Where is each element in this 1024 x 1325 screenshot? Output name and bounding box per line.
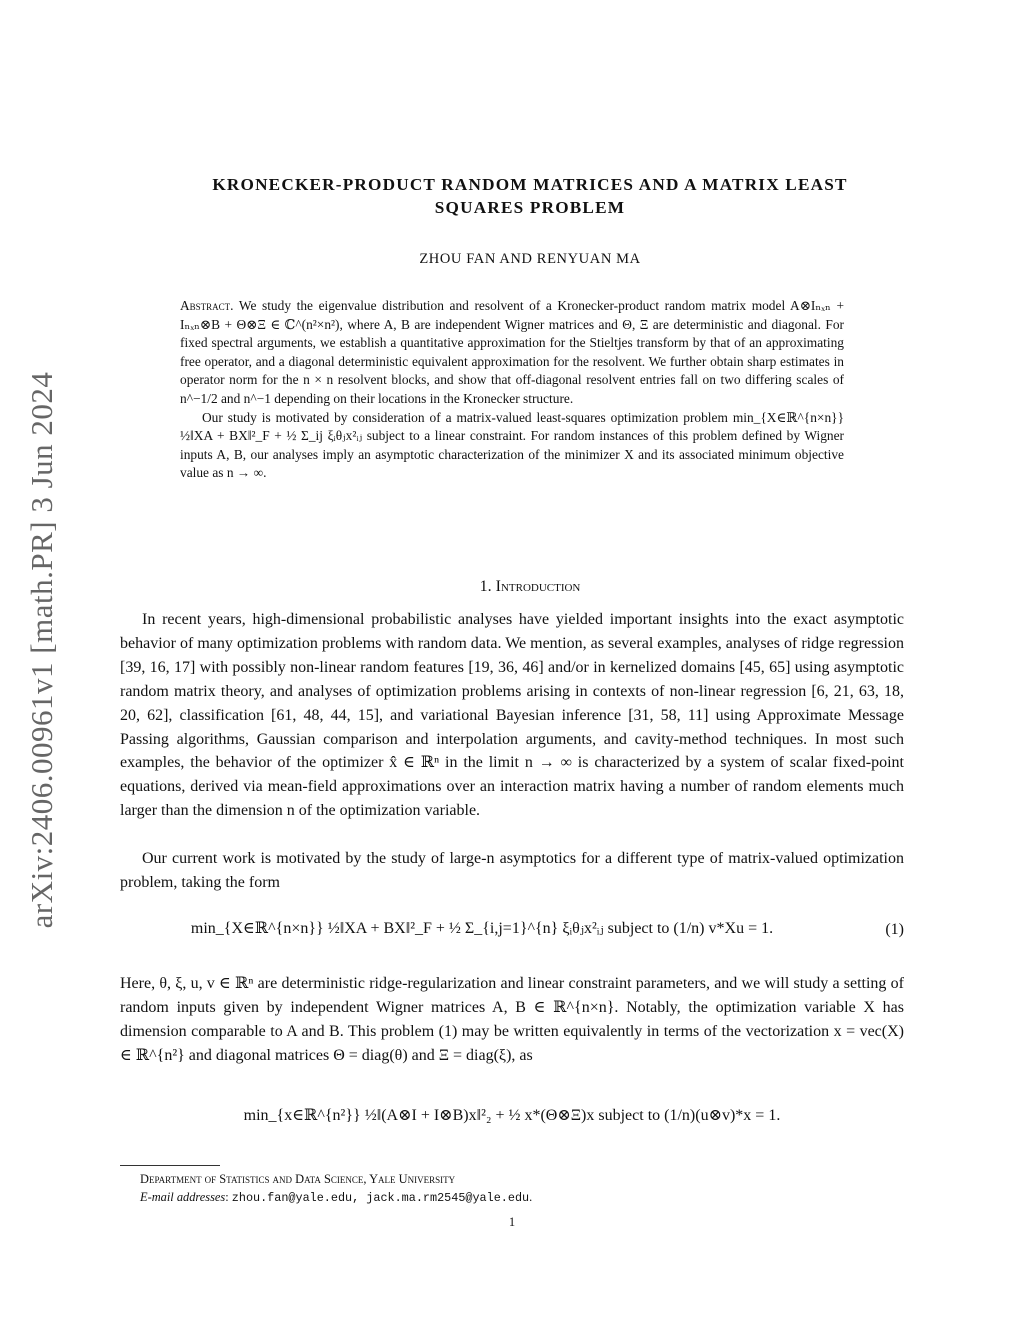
email-label: E-mail addresses [140,1190,226,1204]
intro-paragraph-1: In recent years, high-dimensional probabilistic analyses have yielded important insights into the exact asymptotic behavior of many optimization problems with random data. We mention, as several examples, analyses of ridge regression [39, 16, 17] with possibly non-linear random features [19, 36, 46] and/or in kernelized domains [45, 65] using asymptotic random matrix theory, and analyses of optimization problems arising in contexts of non-linear regression [6, 21, 63, 18, 20, 62], classification [61, 48, 44, 15], and variational Bayesian inference [31, 58, 11] using Approximate Message Passing algorithms, Gaussian comparison and interpolation arguments, and cavity-method techniques. In most such examples, the behavior of the optimizer x̂ ∈ ℝⁿ in the limit n → ∞ is characterized by a system of scalar fixed-point equations, derived via mean-field approximations over an interaction matrix having a number of random elements much larger than the dimension n of the optimization variable. [120,611,904,820]
email-addresses: zhou.fan@yale.edu, jack.ma.rm2545@yale.edu [231,1191,530,1205]
abstract-paragraph-2: Our study is motivated by consideration of a matrix-valued least-squares optimization problem min_{X∈ℝ^{n×n}} ½‖XA + BX‖²_F + ½ Σ_ij ξᵢθⱼx²ᵢⱼ subject to a linear constraint. For random instances of this problem defined by Wigner inputs A, B, our analyses imply an asymptotic characterization of the minimizer X and its associated minimum objective value as n → ∞. [180,409,844,481]
equation-1-body: min_{X∈ℝ^{n×n}} ½‖XA + BX‖²_F + ½ Σ_{i,j=1}^{n} ξᵢθⱼx²ᵢⱼ subject to (1/n) v*Xu = 1. [190,920,774,937]
footnote-emails: E-mail addresses: zhou.fan@yale.edu, jack.ma.rm2545@yale.edu. [140,1190,533,1205]
equation-1 [120,918,904,942]
abstract [180,297,844,483]
abstract-text-1: We study the eigenvalue distribution and resolvent of a Kronecker-product random matrix model A⊗Iₙₓₙ + Iₙₓₙ⊗B + Θ⊗Ξ ∈ ℂ^(n²×n²), where A, B are independent Wigner matrices and Θ, Ξ are deterministic and diagonal. For fixed spectral arguments, we establish a quantitative approximation for the Stieltjes transform by that of an approximating free operator, and a diagonal deterministic equivalent approximation for the resolvent. We further obtain sharp estimates in operator norm for the n × n resolvent blocks, and show that off-diagonal resolvent entries fall on two differing scales of n^−1/2 and n^−1 depending on their locations in the Kronecker structure. [180,298,844,406]
arxiv-identifier: arXiv:2406.00961v1 [math.PR] 3 Jun 2024 [24,371,59,929]
authors: ZHOU FAN AND RENYUAN MA [419,251,641,267]
footnote-affiliation: Department of Statistics and Data Science, Yale University [140,1172,456,1186]
intro-paragraph-3: Here, θ, ξ, u, v ∈ ℝⁿ are deterministic ridge-regularization and linear constraint parameters, and we will study a setting of random inputs given by independent Wigner matrices A, B ∈ ℝ^{n×n}. Notably, the optimization variable X has dimension comparable to A and B. This problem (1) may be written equivalently in terms of the vectorization x = vec(X) ∈ ℝ^{n²} and diagonal matrices Θ = diag(θ) and Ξ = diag(ξ), as [120,975,904,1064]
abstract-heading: Abstract. [180,298,234,313]
footnote-rule [120,1165,220,1166]
arxiv-sidebar [20,340,64,960]
abstract-paragraph-1 [180,297,844,409]
equation-2-body: min_{x∈ℝ^{n²}} ½‖(A⊗I + I⊗B)x‖²₂ + ½ x*(Θ⊗Ξ)x subject to (1/n)(u⊗v)*x = 1. [243,1107,781,1124]
title-line-1: KRONECKER-PRODUCT RANDOM MATRICES AND A MATRIX LEAST [212,175,848,194]
page-number: 1 [508,1215,516,1229]
title-line-2: SQUARES PROBLEM [434,198,626,217]
intro-paragraph-2: Our current work is motivated by the study of large-n asymptotics for a different type of matrix-valued optimization problem, taking the form [120,850,904,891]
equation-2 [120,1105,904,1129]
section-heading: 1. Introduction [479,578,581,595]
paper-title [120,173,940,219]
equation-1-number: (1) [885,921,904,938]
